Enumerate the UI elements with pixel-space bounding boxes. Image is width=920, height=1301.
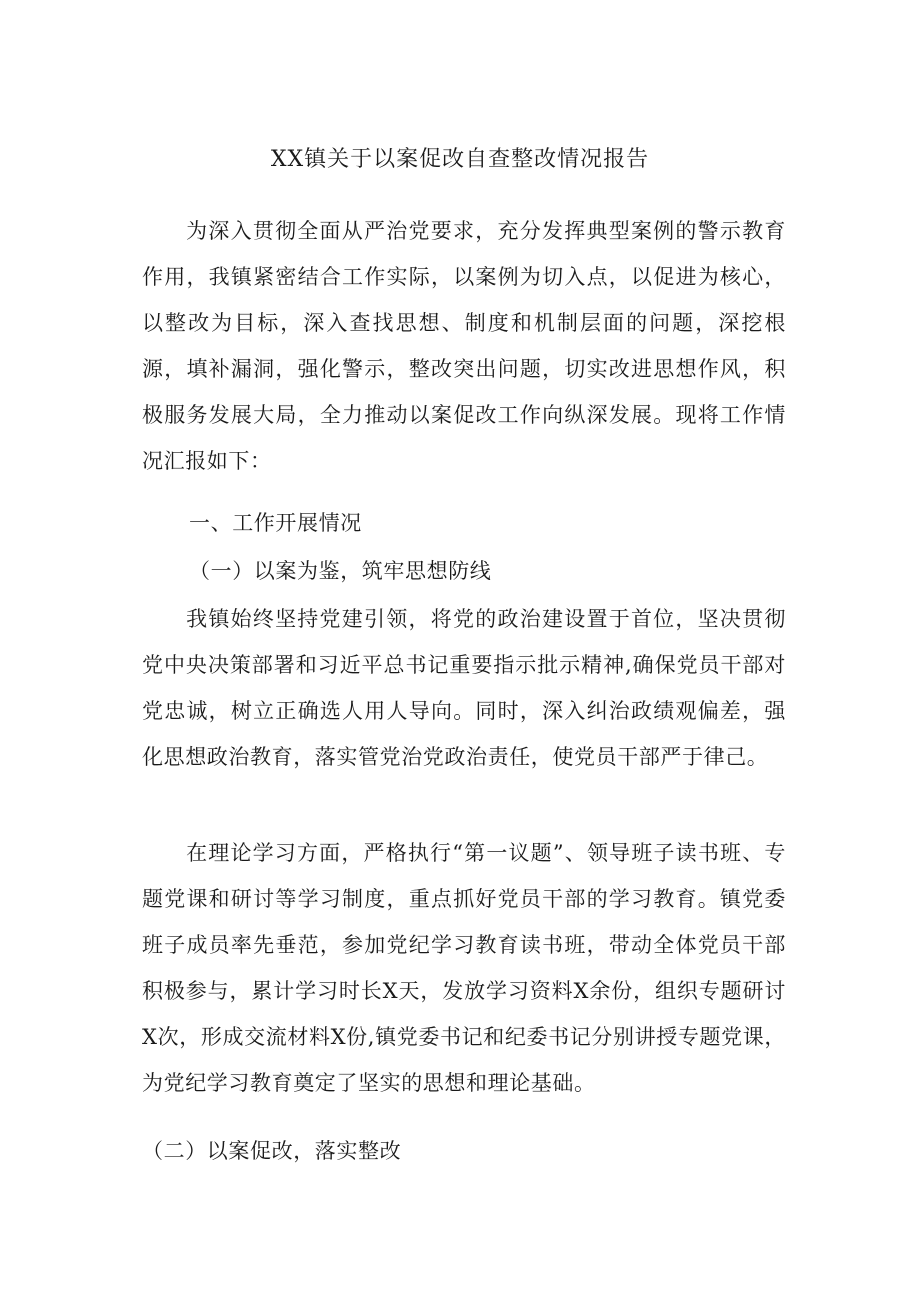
subsection-heading-1: （一）以案为鉴，筑牢思想防线 xyxy=(189,559,492,583)
intro-paragraph: 为深入贯彻全面从严治党要求，充分发挥典型案例的警示教育作用，我镇紧密结合工作实际，以案例为切入点，以促进为核心，以整改为目标，深入查找思想、制度和机制层面的问题，深挖根源，填补漏洞，强化警示，整改突出问题，切实改进思想作风，积极服务发展大局，全力推动以案促改工作向纵深发展。现将工作情况汇报如下： xyxy=(142,219,786,473)
document-title: XX镇关于以案促改自查整改情况报告 xyxy=(270,147,650,172)
body-paragraph-2: 在理论学习方面，严格执行“第一议题”、领导班子读书班、专题党课和研讨等学习制度，重点抓好党员干部的学习教育。镇党委班子成员率先垂范，参加党纪学习教育读书班，带动全体党员干部积极参与，累计学习时长X天，发放学习资料X余份，组织专题研讨X次，形成交流材料X份,镇党委书记和纪委书记分别讲授专题党课，为党纪学习教育奠定了坚实的思想和理论基础。 xyxy=(142,841,786,1095)
section-heading-1: 一、工作开展情况 xyxy=(189,511,362,535)
subsection-heading-2: （二）以案促改，落实整改 xyxy=(142,1139,402,1163)
body-paragraph-1: 我镇始终坚持党建引领，将党的政治建设置于首位，坚决贯彻党中央决策部署和习近平总书记重要指示批示精神,确保党员干部对党忠诚，树立正确选人用人导向。同时，深入纠治政绩观偏差，强化思想政治教育，落实管党治党政治责任，使党员干部严于律己。 xyxy=(142,607,786,769)
